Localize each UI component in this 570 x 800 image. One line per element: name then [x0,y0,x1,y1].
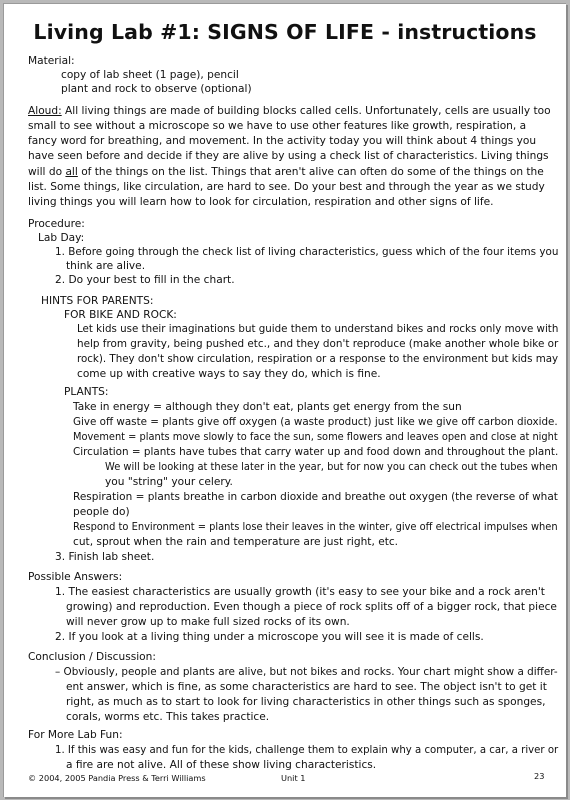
procedure-step: 3. Finish lab sheet. [55,551,155,563]
plant-hint-line: Respiration = plants breathe in carbon dioxide and breathe out oxygen (the reverse of what [73,491,558,503]
hint-line: Let kids use their imaginations but guide them to understand bikes and rocks only move with [77,323,559,335]
plant-hint-line: people do) [73,506,130,518]
procedure-step: 2. Do your best to fill in the chart. [55,274,235,286]
conclusion-line: right, as much as to start to look for living characteristics in other things such as sponges, [66,696,546,708]
answer-line: 2. If you look at a living thing under a microscope you will see it is made of cells. [55,631,484,643]
conclusion-line: corals, worms etc. This takes practice. [66,711,270,723]
aloud-paragraph-line: living things you will learn how to look for circulation, respiration and other signs of life. [28,196,494,208]
conclusion-line: – Obviously, people and plants are alive, but not bikes and rocks. Your chart might show a differ- [55,666,558,678]
more-fun-heading: For More Lab Fun: [28,729,123,741]
aloud-paragraph-line: list. Some things, like circulation, are hard to see. Do your best and through the year as we study [28,181,545,193]
plant-hint-line: you "string" your celery. [105,476,233,488]
procedure-heading: Procedure: [28,218,85,230]
answer-line: will never grow up to make full sized rocks of its own. [66,616,350,628]
conclusion-heading: Conclusion / Discussion: [28,651,156,663]
procedure-step: think are alive. [66,260,146,272]
hints-heading: HINTS FOR PARENTS: [41,295,154,307]
answer-line: growing) and reproduction. Even though a piece of rock splits off of a bigger rock, that piece [66,601,557,613]
plant-hint-line: Circulation = plants have tubes that carry water up and food down and throughout the plant. [73,446,559,458]
procedure-step: 1. Before going through the check list of living characteristics, guess which of the four items you [55,246,559,258]
possible-answers-heading: Possible Answers: [28,571,123,583]
more-fun-line: a fire are not alive. All of these show living characteristics. [66,759,377,771]
worksheet-page [3,3,566,797]
more-fun-line: 1. If this was easy and fun for the kids, challenge them to explain why a computer, a car, a river or [55,744,559,756]
plant-hint-line: Movement = plants move slowly to face the sun, some flowers and leaves open and close at night [73,431,558,443]
conclusion-line: ent answer, which is fine, as some characteristics are hard to see. The object isn't to get it [66,681,547,693]
aloud-paragraph-line: fancy word for breathing, and movement. In the activity today you will think about 4 things you [28,135,537,147]
material-item: plant and rock to observe (optional) [61,83,252,95]
lab-day-heading: Lab Day: [38,232,85,244]
bike-rock-heading: FOR BIKE AND ROCK: [64,309,177,321]
hint-line: come up with creative ways to say they do, which is fine. [77,368,381,380]
plant-hint-line: Take in energy = although they don't eat, plants get energy from the sun [73,401,462,413]
page-number: 23 [534,771,545,781]
footer-copyright: © 2004, 2005 Pandia Press & Terri Williams [28,773,206,783]
aloud-paragraph-line: have seen before and decide if they are alive by using a check list of characteristics. Living things [28,150,549,162]
aloud-paragraph-line: Aloud: All living things are made of building blocks called cells. Unfortunately, cells are usually too [28,105,551,117]
plant-hint-line: Respond to Environment = plants lose their leaves in the winter, give off electrical impulses when [73,521,558,533]
aloud-label: Aloud: [28,105,62,117]
hint-line: rock). They don't show circulation, respiration or a response to the environment but kids may [77,353,559,365]
hint-line: help from gravity, being pushed etc., and they don't reproduce (make another whole bike or [77,338,559,350]
aloud-paragraph-line: small to see without a microscope so we have to use other features like growth, respiration, a [28,120,527,132]
material-item: copy of lab sheet (1 page), pencil [61,69,239,81]
aloud-paragraph-line: will do all of the things on the list. Things that aren't alive can often do some of the things on the [28,166,544,178]
plant-hint-line: Give off waste = plants give off oxygen (a waste product) just like we give off carbon dioxide. [73,416,558,428]
plant-hint-line: cut, sprout when the rain and temperature are just right, etc. [73,536,399,548]
plant-hint-line: We will be looking at these later in the year, but for now you can check out the tubes when [105,461,558,473]
footer-unit: Unit 1 [281,773,306,783]
answer-line: 1. The easiest characteristics are usually growth (it's easy to see your bike and a rock aren't [55,586,545,598]
plants-heading: PLANTS: [64,386,109,398]
page-title: Living Lab #1: SIGNS OF LIFE - instructions [33,20,537,44]
material-heading: Material: [28,55,75,67]
